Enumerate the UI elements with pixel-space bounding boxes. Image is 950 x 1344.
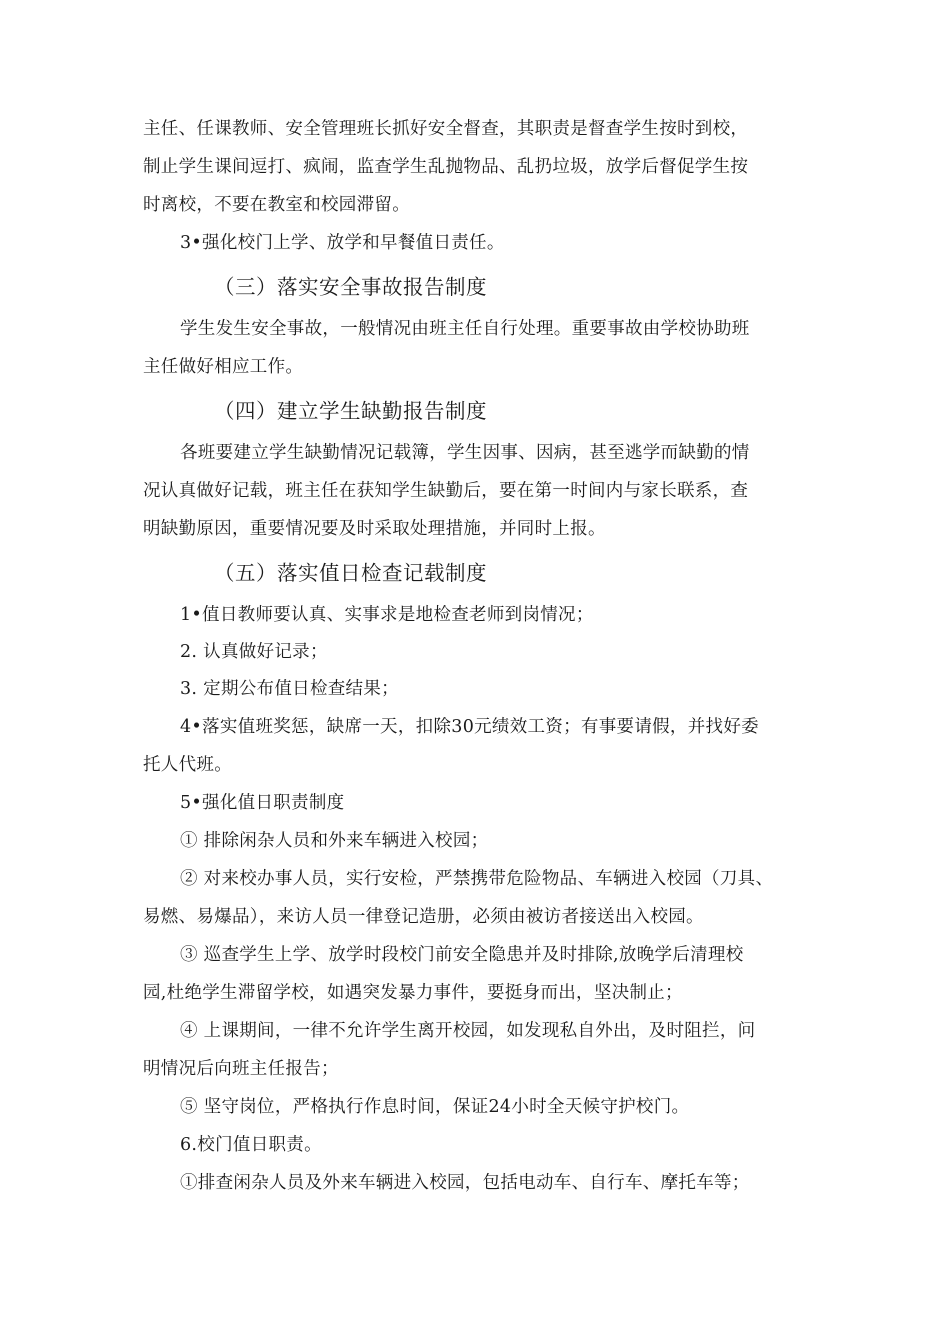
list-item: 6.校门值日职责。 (180, 1135, 322, 1155)
paragraph-line: 托人代班。 (143, 755, 232, 775)
paragraph-line: 主任做好相应工作。 (143, 357, 304, 377)
sub-list-item: ⑤ 坚守岗位，严格执行作息时间，保证24小时全天候守护校门。 (180, 1097, 690, 1117)
section-heading: （五）落实值日检查记载制度 (214, 561, 487, 585)
paragraph-line: 制止学生课间逗打、疯闹，监查学生乱抛物品、乱扔垃圾，放学后督促学生按 (143, 157, 749, 177)
sub-list-item: ② 对来校办事人员，实行安检，严禁携带危险物品、车辆进入校园（刀具、 (180, 869, 774, 889)
list-item: 3. 定期公布值日检查结果； (180, 679, 399, 699)
sub-list-item: ④ 上课期间，一律不允许学生离开校园，如发现私自外出，及时阻拦，问 (180, 1021, 756, 1041)
list-item: 5•强化值日职责制度 (180, 793, 345, 813)
paragraph-line: 明缺勤原因，重要情况要及时采取处理措施，并同时上报。 (143, 519, 606, 539)
paragraph-line: 园,杜绝学生滞留学校，如遇突发暴力事件，要挺身而出，坚决制止； (143, 983, 683, 1003)
paragraph-line: 况认真做好记载，班主任在获知学生缺勤后，要在第一时间内与家长联系，查 (143, 481, 749, 501)
section-heading: （四）建立学生缺勤报告制度 (214, 399, 487, 423)
sub-list-item: ①排查闲杂人员及外来车辆进入校园，包括电动车、自行车、摩托车等； (180, 1173, 750, 1193)
list-item: 3•强化校门上学、放学和早餐值日责任。 (180, 233, 505, 253)
sub-list-item: ③ 巡查学生上学、放学时段校门前安全隐患并及时排除,放晚学后清理校 (180, 945, 744, 965)
sub-list-item: ① 排除闲杂人员和外来车辆进入校园； (180, 831, 489, 851)
paragraph-line: 各班要建立学生缺勤情况记载簿，学生因事、因病，甚至逃学而缺勤的情 (180, 443, 750, 463)
paragraph-line: 时离校，不要在教室和校园滞留。 (143, 195, 410, 215)
paragraph-line: 易燃、易爆品），来访人员一律登记造册，必须由被访者接送出入校园。 (143, 907, 704, 927)
list-item: 1•值日教师要认真、实事求是地检查老师到岗情况； (180, 605, 594, 625)
list-item: 4•落实值班奖惩，缺席一天，扣除30元绩效工资；有事要请假，并找好委 (180, 717, 759, 737)
section-heading: （三）落实安全事故报告制度 (214, 275, 487, 299)
paragraph-line: 学生发生安全事故，一般情况由班主任自行处理。重要事故由学校协助班 (180, 319, 750, 339)
paragraph-line: 明情况后向班主任报告； (143, 1059, 339, 1079)
paragraph-line: 主任、任课教师、安全管理班长抓好安全督查，其职责是督查学生按时到校， (143, 119, 749, 139)
list-item: 2. 认真做好记录； (180, 642, 328, 662)
